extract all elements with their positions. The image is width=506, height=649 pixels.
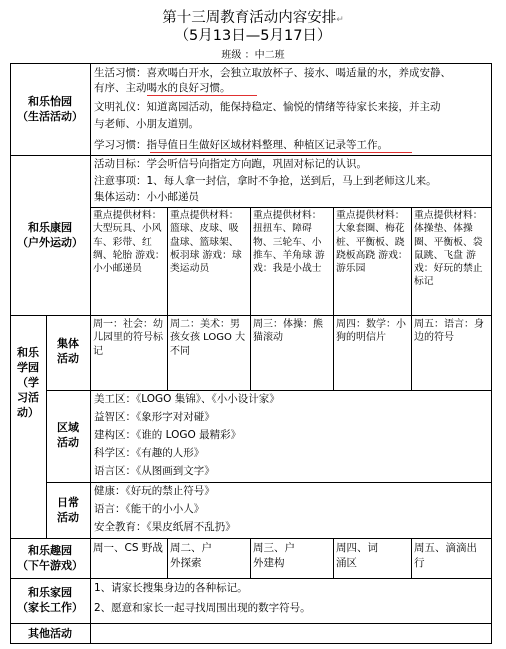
home-line: 1、请家长搜集身边的各种标记。 (94, 582, 248, 594)
grid-line (46, 482, 492, 483)
area-line: 建构区：《谁的 LOGO 最精彩》 (94, 429, 242, 441)
fun-day-mon: 周一、CS 野战 (93, 542, 163, 554)
daily-line: 语言：《能干的小小人》 (94, 503, 205, 515)
grid-line (333, 315, 334, 390)
area-line: 益智区：《象形字对对碰》 (94, 411, 215, 423)
area-line: 科学区：《有趣的人形》 (94, 447, 205, 459)
health-line: 活动目标：学会听信号向指定方向跑，巩固对标记的认识。 (94, 158, 367, 170)
spellcheck-underline (150, 152, 412, 153)
home-line: 2、愿意和家长一起寻找周围出现的数字符号。 (94, 602, 311, 614)
health-day-mon: 重点提供材料：大型玩具、小风车、彩带、红绸、轮胎 游戏：小小邮递员 (93, 210, 165, 275)
fun-day-fri: 周五、滴滴出行 (414, 542, 477, 569)
spellcheck-underline (147, 95, 257, 96)
grid-line (46, 390, 492, 391)
row-divider (10, 578, 492, 579)
grid-line (250, 315, 251, 390)
grid-line (90, 207, 492, 208)
other-section-label: 其他活动 (28, 627, 72, 640)
health-line: 注意事项：1、每人拿一封信，拿时不争抢，送到后，马上到老师这儿来。 (94, 175, 437, 187)
fun-day-wed: 周三、户外建构 (253, 542, 295, 569)
life-line: 与老师、小朋友道别。 (94, 118, 199, 130)
study-section-label: 和乐学园（学习活动） (17, 346, 39, 419)
fun-section-label: 和乐趣园 （下午游戏） (17, 544, 83, 572)
area-line: 语言区：《从图画到文字》 (94, 465, 215, 477)
group-day-thu: 周四：数学：小狗的明信片 (336, 319, 406, 344)
fun-day-thu: 周四、词涌区 (336, 542, 378, 569)
grid-line (250, 538, 251, 578)
class-label: 班级 ：中二班 (221, 50, 285, 61)
health-day-wed: 重点提供材料：扭扭车、障碍物、三轮车、小推车、羊角球 游戏：我是小战士 (253, 210, 325, 275)
row-divider (10, 315, 492, 316)
daily-line: 健康：《好玩的禁止符号》 (94, 485, 215, 497)
health-section-label: 和乐康园 （户外运动） (17, 221, 83, 249)
daily-activity-label: 日常 活动 (57, 496, 79, 524)
group-day-fri: 周五：语言：身边的符号 (414, 319, 484, 344)
life-line: 文明礼仪：知道离园活动，能保持稳定、愉悦的情绪等待家长来接，并主动 (94, 101, 441, 113)
grid-line (411, 315, 412, 390)
grid-line (167, 538, 168, 578)
grid-line (167, 315, 168, 390)
area-line: 美工区：《LOGO 集锦》、《小小设计家》 (94, 393, 280, 405)
health-line: 集体运动：小小邮递员 (94, 191, 199, 203)
date-range: （5月13日—5月17日） (174, 28, 332, 44)
row-divider (10, 155, 492, 156)
health-day-thu: 重点提供材料：大象套圈、梅花桩、平衡板、跷跷板高跷 游戏：游乐园 (336, 210, 408, 275)
life-section-label: 和乐怡园 （生活活动） (17, 95, 83, 123)
grid-line (167, 207, 168, 315)
life-line: 生活习惯：喜欢喝白开水，会独立取放杯子、接水、喝适量的水，养成安静、 (94, 67, 451, 79)
area-activity-label: 区域 活动 (57, 421, 79, 449)
health-day-fri: 重点提供材料：体操垫、体操圈、平衡板、袋鼠跳、飞盘 游戏：好玩的禁止标记 (414, 210, 483, 288)
group-activity-label: 集体 活动 (57, 337, 79, 365)
grid-line (333, 207, 334, 315)
home-section-label: 和乐家园 （家长工作） (17, 586, 83, 614)
fun-day-tue: 周二、户外探索 (170, 542, 212, 569)
col-divider (90, 63, 91, 644)
row-divider (10, 623, 492, 624)
daily-line: 安全教育：《果皮纸屑不乱扔》 (94, 521, 236, 533)
page-title: 第十三周教育活动内容安排↵ (162, 10, 344, 26)
row-divider (10, 538, 492, 539)
grid-line (250, 207, 251, 315)
health-day-tue: 重点提供材料：篮球、皮球、吸盘球、篮球架、板羽球 游戏：球类运动员 (170, 210, 242, 275)
group-day-tue: 周二：美术：男孩女孩 LOGO 大不同 (170, 319, 246, 357)
group-day-mon: 周一：社会：幼儿园里的符号标记 (93, 319, 163, 357)
grid-line (411, 207, 412, 315)
life-line: 学习习惯：指导值日生做好区域材料整理、种植区记录等工作。 (94, 139, 388, 151)
life-line: 有序、主动喝水的良好习惯。 (94, 82, 231, 94)
group-day-wed: 周三：体操：熊猫滚动 (253, 319, 323, 344)
grid-line (333, 538, 334, 578)
grid-line (411, 538, 412, 578)
